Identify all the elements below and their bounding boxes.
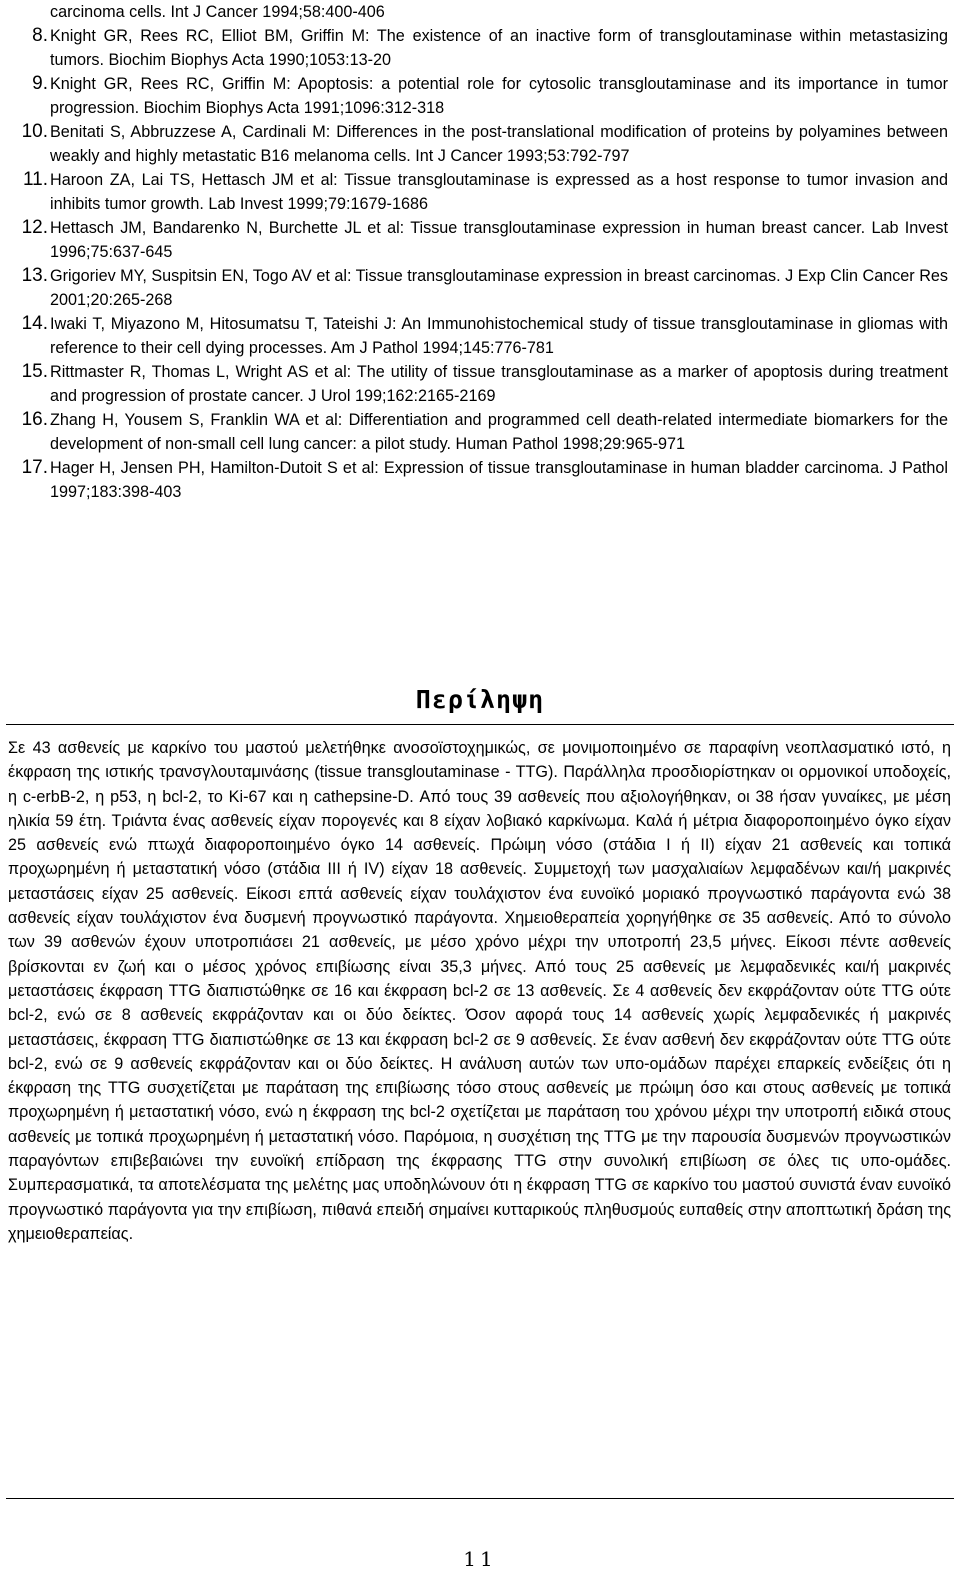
summary-top-rule xyxy=(6,724,954,725)
reference-continuation: carcinoma cells. Int J Cancer 1994;58:400-406 xyxy=(50,3,385,21)
reference-number: 11. xyxy=(22,169,48,190)
summary-body xyxy=(8,736,951,1246)
reference-item xyxy=(8,168,948,216)
reference-item xyxy=(8,312,948,360)
page-number: 11 xyxy=(463,1547,497,1571)
reference-number: 9. xyxy=(32,73,48,94)
reference-number: 13. xyxy=(21,265,48,286)
reference-item xyxy=(8,360,948,408)
reference-list xyxy=(8,0,948,504)
reference-item xyxy=(8,408,948,456)
reference-number: 17. xyxy=(21,457,48,478)
summary-bottom-rule xyxy=(6,1498,954,1499)
reference-text: Zhang H, Yousem S, Franklin WA et al: Differentiation and programmed cell death-related intermediate biomarkers for the development of non-small cell lung cancer: a pilot study. Human Pathol 1998;29:965-971 xyxy=(50,411,948,453)
reference-number: 8. xyxy=(32,25,48,46)
reference-text: Grigoriev MY, Suspitsin EN, Togo AV et al: Tissue transgloutaminase expression in breast carcinomas. J Exp Clin Cancer Res 2001;20:265-268 xyxy=(50,267,948,309)
reference-item xyxy=(8,216,948,264)
reference-number: 15. xyxy=(21,361,48,382)
reference-item xyxy=(8,264,948,312)
reference-item xyxy=(8,72,948,120)
reference-text: Knight GR, Rees RC, Elliot BM, Griffin M: The existence of an inactive form of transgloutaminase within metastasizing tumors. Biochim Biophys Acta 1990;1053:13-20 xyxy=(50,27,948,69)
reference-text: Knight GR, Rees RC, Griffin M: Apoptosis: a potential role for cytosolic transgloutaminase and its importance in tumor progression. Biochim Biophys Acta 1991;1096:312-318 xyxy=(50,75,948,117)
reference-text: Benitati S, Abbruzzese A, Cardinali M: Differences in the post-translational modification of proteins by polyamines between weakly and highly metastatic B16 melanoma cells. Int J Cancer 1993;53:792-797 xyxy=(50,123,948,165)
reference-item xyxy=(8,456,948,504)
reference-text: Hettasch JM, Bandarenko N, Burchette JL et al: Tissue transgloutaminase expression in human breast cancer. Lab Invest 1996;75:637-645 xyxy=(50,219,948,261)
reference-text: Iwaki T, Miyazono M, Hitosumatsu T, Tateishi J: An Immunohistochemical study of tissue transgloutaminase in gliomas with reference to their cell dying processes. Am J Pathol 1994;145:776-781 xyxy=(50,315,948,357)
summary-title: Περίληψη xyxy=(415,685,545,714)
summary-paragraph: Σε 43 ασθενείς με καρκίνο του μαστού μελετήθηκε ανοσοϊστοχημικώς, σε μονιμοποιημένο σε παραφίνη νεοπλασματικό ιστό, η έκφραση της ιστικής τρανσγλουταμινάσης (tissue transgloutaminase - TTG). Παράλληλα προσδιορίστηκαν οι ορμονικοί υποδοχείς, η c-erbB-2, η p53, η bcl-2, το Ki-67 και η cathepsine-D. Από τους 39 ασθενείς που αξιολογήθηκαν, οι 38 ήσαν γυναίκες, με μέση ηλικία 59 έτη. Τριάντα ένας ασθενείς είχαν πορογενές και 8 είχαν λοβιακό καρκίνωμα. Καλά ή μέτρια διαφοροποιημένο όγκο είχαν 25 ασθενείς ενώ πτωχά διαφοροποιημένο όγκο 14 ασθενείς. Πρώιμη νόσο (στάδια Ι ή ΙΙ) είχαν 21 ασθενείς και τοπικά προχωρημένη ή μεταστατική νόσο (στάδια ΙΙΙ ή ΙV) είχαν 18 ασθενείς. Συμμετοχή των μασχαλιαίων λεμφαδένων και/ή μακρινές μεταστάσεις είχαν 25 ασθενείς. Είκοσι επτά ασθενείς είχαν τουλάχιστον ένα ευνοϊκό μοριακό προγνωστικό παράγοντα ενώ 38 ασθενείς είχαν τουλάχιστον ένα δυσμενή προγνωστικό παράγοντα. Χημειοθεραπεία χορηγήθηκε σε 35 ασθενείς. Από το σύνολο των 39 ασθενών έχουν υποτροπιάσει 21 ασθενείς, με μέσο χρόνο μέχρι την υποτροπή 23,5 μήνες. Είκοσι πέντε ασθενείς βρίσκονται εν ζωή και ο μέσος χρόνος επιβίωσης είναι 35,3 μήνες. Από τους 25 ασθενείς με λεμφαδενικές και/ή μακρινές μεταστάσεις έκφραση TTG διαπιστώθηκε σε 16 και έκφραση bcl-2 σε 13 ασθενείς. Σε 4 ασθενείς δεν εκφράζονταν ούτε TTG ούτε bcl-2, ενώ σε 8 ασθενείς εκφράζονταν και οι δύο δείκτες. Όσον αφορά τους 14 ασθενείς χωρίς λεμφαδενικές ή μακρινές μεταστάσεις, έκφραση TTG διαπιστώθηκε σε 13 και έκφραση bcl-2 σε 9 ασθενείς. Σε έναν ασθενή δεν εκφράζονταν ούτε TTG ούτε bcl-2, ενώ σε 9 ασθενείς εκφράζονταν και οι δύο δείκτες. Η ανάλυση αυτών των υπο-ομάδων παρέχει επαρκείς ενδείξεις ότι η έκφραση της TTG συσχετίζεται με παράταση της επιβίωσης τόσο στους ασθενείς με πρώιμη όσο και στους ασθενείς με τοπικά προχωρημένη ή μεταστατική νόσο, ενώ η έκφραση της bcl-2 σχετίζεται με παράταση του χρόνου μέχρι την υποτροπή ειδικά στους ασθενείς με τοπικά προχωρημένη ή μεταστατική νόσο. Παρόμοια, η συσχέτιση της TTG με την παρουσία δυσμενών προγνωστικών παραγόντων επιβεβαιώνει την ευνοϊκή επίδραση της έκφρασης TTG στην συνολική επιβίωση σε όλες τις υπο-ομάδες. Συμπερασματικά, τα αποτελέσματα της μελέτης μας υποδηλώνουν ότι η έκφραση TTG σε καρκίνο του μαστού συνιστά έναν ευνοϊκό προγνωστικό παράγοντα για την επιβίωση, πιθανά επειδή σημαίνει κυτταρικούς πληθυσμούς ευπαθείς στην αποπτωτική δράση της χημειοθεραπείας. xyxy=(8,739,951,1243)
reference-number: 14. xyxy=(21,313,48,334)
reference-item xyxy=(8,120,948,168)
reference-text: Haroon ZA, Lai TS, Hettasch JM et al: Tissue transgloutaminase is expressed as a host response to tumor invasion and inhibits tumor growth. Lab Invest 1999;79:1679-1686 xyxy=(50,171,948,213)
reference-item xyxy=(8,24,948,72)
reference-number: 10. xyxy=(21,121,48,142)
reference-text: Hager H, Jensen PH, Hamilton-Dutoit S et al: Expression of tissue transgloutaminase in human bladder carcinoma. J Pathol 1997;183:398-403 xyxy=(50,459,948,501)
reference-number: 12. xyxy=(21,217,48,238)
reference-number: 16. xyxy=(21,409,48,430)
reference-text: Rittmaster R, Thomas L, Wright AS et al: The utility of tissue transgloutaminase as a marker of apoptosis during treatment and progression of prostate cancer. J Urol 199;162:2165-2169 xyxy=(50,363,948,405)
